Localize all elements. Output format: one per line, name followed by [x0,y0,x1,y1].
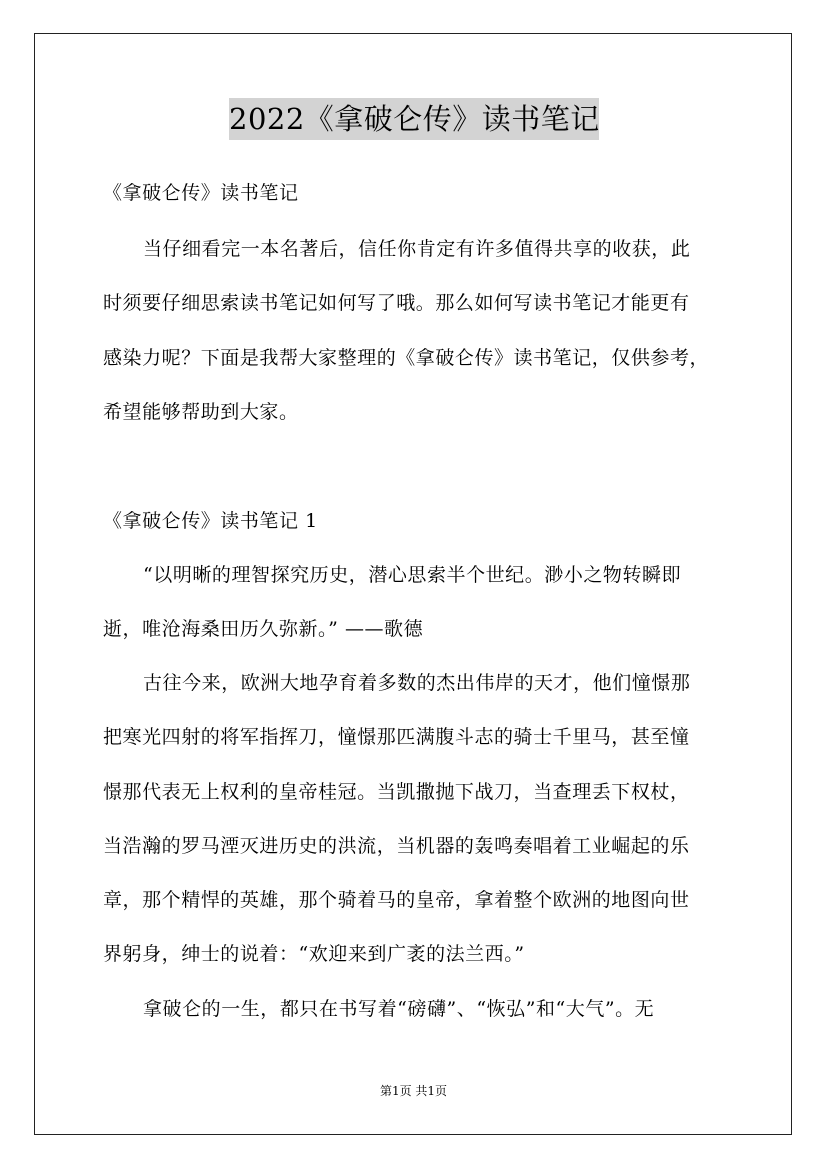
page-footer [0,1083,827,1099]
subheading: 《拿破仑传》读书笔记 [103,182,299,204]
paragraph-line: 当浩瀚的罗马湮灭进历史的洪流，当机器的轰鸣奏唱着工业崛起的乐 [103,835,690,857]
paragraph-line: 拿破仑的一生，都只在书写着“磅礴”、“恢弘”和“大气”。无 [143,998,655,1020]
quote-line: “以明晰的理智探究历史，潜心思索半个世纪。渺小之物转瞬即 [143,564,682,586]
paragraph-line: 界躬身，绅士的说着：“欢迎来到广袤的法兰西。” [103,943,525,965]
paragraph-line: 把寒光四射的将军指挥刀，憧憬那匹满腹斗志的骑士千里马，甚至憧 [103,726,690,748]
intro-line: 希望能够帮助到大家。 [103,401,299,423]
paragraph-line: 古往今来，欧洲大地孕育着多数的杰出伟岸的天才，他们憧憬那 [143,672,691,694]
intro-line: 时须要仔细思索读书笔记如何写了哦。那么如何写读书笔记才能更有 [103,292,690,314]
paragraph-line: 章，那个精悍的英雄，那个骑着马的皇帝，拿着整个欧洲的地图向世 [103,889,690,911]
paragraph-line: 憬那代表无上权利的皇帝桂冠。当凯撒抛下战刀，当查理丢下权杖， [103,781,690,803]
document-title: 2022《拿破仑传》读书笔记 [229,98,599,140]
page-number: 第1页 共1页 [379,1084,448,1098]
section-heading: 《拿破仑传》读书笔记 1 [103,510,318,532]
intro-line: 当仔细看完一本名著后，信任你肯定有许多值得共享的收获，此 [143,238,691,260]
intro-line: 感染力呢？下面是我帮大家整理的《拿破仑传》读书笔记，仅供参考， [103,347,710,369]
quote-line: 逝，唯沧海桑田历久弥新。” ——歌德 [103,618,424,640]
